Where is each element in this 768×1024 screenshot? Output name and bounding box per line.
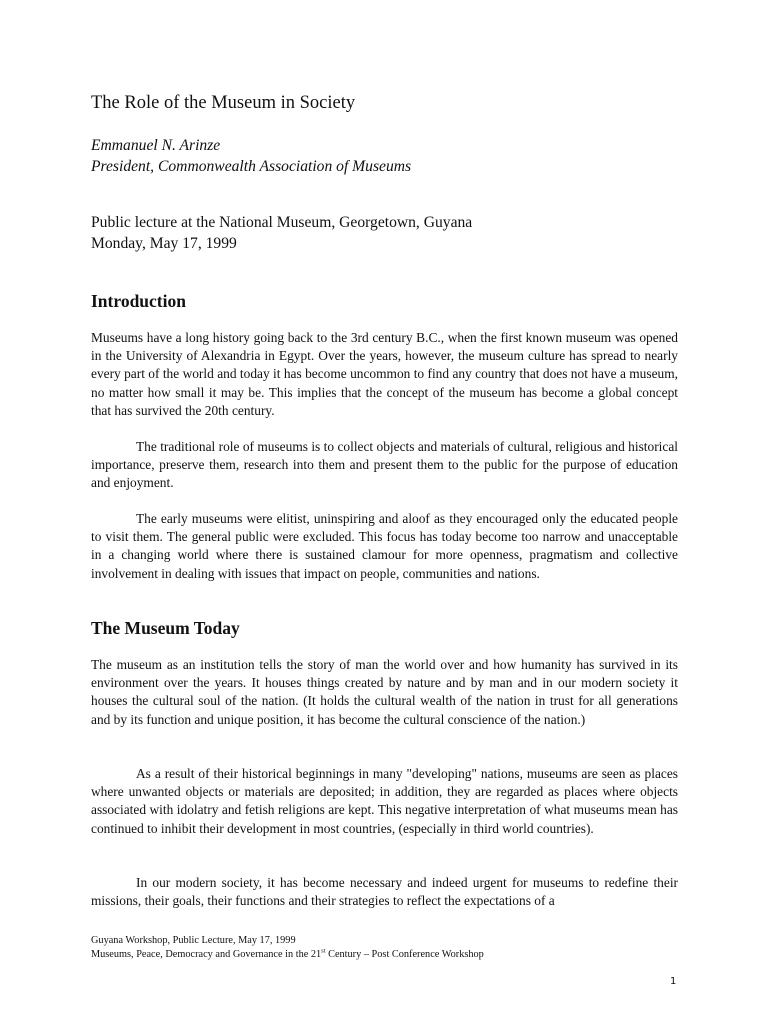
footer-line-1: Guyana Workshop, Public Lecture, May 17, 1999 (91, 935, 296, 946)
page-number: 1 (670, 976, 677, 987)
author-name: Emmanuel N. Arinze (91, 137, 221, 154)
section-heading-museum-today: The Museum Today (91, 618, 240, 638)
paragraph: The traditional role of museums is to collect objects and materials of cultural, religious and historical importance, preserve them, research into them and present them to the public for the purpose of education and enjoyment. (91, 439, 678, 491)
footer-line-2 (91, 948, 484, 962)
paragraph: The museum as an institution tells the story of man the world over and how humanity has survived in its environment over the years. It houses things created by nature and by man and in our modern society it houses the cultural soul of the nation. (It holds the cultural wealth of the nation in trust for all generations and by its function and unique position, it has become the cultural conscience of the nation.) (91, 657, 678, 727)
author-block (91, 135, 411, 177)
page-footer (91, 934, 484, 961)
paragraph: In our modern society, it has become necessary and indeed urgent for museums to redefine their missions, their goals, their functions and their strategies to reflect the expectations of a (91, 875, 678, 909)
footer-line-2-start: Museums, Peace, Democracy and Governance in the 21 (91, 948, 322, 960)
footer-superscript: st (321, 947, 326, 955)
document-title: The Role of the Museum in Society (91, 93, 356, 113)
lecture-date: Monday, May 17, 1999 (91, 235, 237, 252)
lecture-info (91, 212, 472, 254)
author-role: President, Commonwealth Association of Museums (91, 158, 412, 175)
section-heading-introduction: Introduction (91, 291, 186, 311)
lecture-venue: Public lecture at the National Museum, Georgetown, Guyana (91, 214, 473, 231)
paragraph: Museums have a long history going back to the 3rd century B.C., when the first known museum was opened in the University of Alexandria in Egypt. Over the years, however, the museum culture has spread to nearly every part of the world and today it has become uncommon to find any country that does not have a museum, no matter how small it may be. This implies that the concept of the museum has become a global concept that has survived the 20th century. (91, 330, 678, 418)
paragraph: The early museums were elitist, uninspiring and aloof as they encouraged only the educated people to visit them. The general public were excluded. This focus has today become too narrow and unacceptable in a changing world where there is sustained clamour for more openness, pragmatism and collective involvement in dealing with issues that impact on people, communities and nations. (91, 511, 678, 581)
paragraph: As a result of their historical beginnings in many "developing" nations, museums are seen as places where unwanted objects or materials are deposited; in addition, they are regarded as places where objects associated with idolatry and fetish religions are kept. This negative interpretation of what museums mean has continued to inhibit their development in most countries, (especially in third world countries). (91, 766, 678, 836)
footer-line-2-end: Century – Post Conference Workshop (325, 948, 484, 960)
